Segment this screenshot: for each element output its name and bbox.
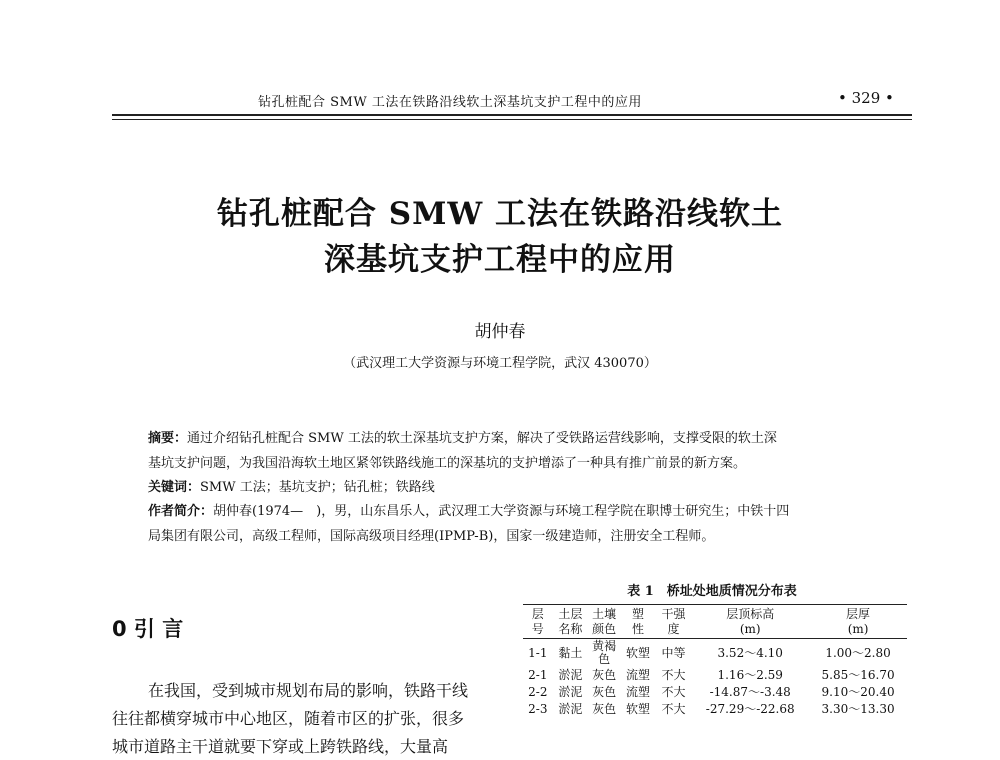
cell: 2-2 <box>528 685 548 699</box>
col-header-plasticity: 塑 性 <box>631 607 644 636</box>
keywords-line <box>148 476 435 495</box>
col-header-soil-color: 土壤 颜色 <box>592 607 617 636</box>
abstract-line-2: 基坑支护问题，为我国沿海软土地区紧邻铁路线施工的深基坑的支护增添了一种具有推广前景的新方案。 <box>148 456 747 471</box>
article-title-line-2: 深基坑支护工程中的应用 <box>324 242 676 278</box>
cell: 黄褐色 <box>592 639 617 666</box>
abstract-text-1: 通过介绍钻孔桩配合 SMW 工法的软土深基坑支护方案，解决了受铁路运营线影响，支撑受限的软土深 <box>187 431 777 446</box>
body-line-3: 城市道路主干道就要下穿或上跨铁路线，大量高 <box>112 737 449 756</box>
cell: 3.30～13.30 <box>821 702 895 716</box>
cell: 不大 <box>661 685 686 699</box>
cell: 淤泥 <box>558 685 583 699</box>
col-header-thickness: 层厚 (m) <box>846 607 871 636</box>
abstract-label: 摘要： <box>148 431 188 446</box>
cell: 淤泥 <box>558 702 583 716</box>
table-row <box>523 639 907 668</box>
cell: 中等 <box>661 645 686 660</box>
article-title-line-1: 钻孔桩配合 SMW 工法在铁路沿线软土 <box>216 196 784 232</box>
cell: 黏土 <box>558 645 583 660</box>
body-line-1: 在我国，受到城市规划布局的影响，铁路干线 <box>148 681 469 700</box>
author-bio-line-1 <box>148 500 789 519</box>
cell: 不大 <box>661 702 686 716</box>
cell: 软塑 <box>625 702 650 716</box>
keywords-label: 关键词： <box>148 480 201 495</box>
table-row <box>523 667 907 684</box>
col-header-dry-strength: 干强 度 <box>661 607 686 636</box>
author-bio-text-1: 胡仲春(1974— )，男，山东昌乐人，武汉理工大学资源与环境工程学院在职博士研究生；中铁十四 <box>213 504 790 519</box>
header-rule-thick <box>112 114 912 116</box>
running-header: 钻孔桩配合 SMW 工法在铁路沿线软土深基坑支护工程中的应用 <box>258 95 642 110</box>
author-bio-line-2: 局集团有限公司，高级工程师，国际高级项目经理(IPMP-B)，国家一级建造师，注册安全工程师。 <box>148 529 715 544</box>
cell: 1.00～2.80 <box>825 645 891 660</box>
cell: 不大 <box>661 668 686 682</box>
col-header-layer-no: 层 号 <box>531 607 544 636</box>
cell: -14.87～-3.48 <box>709 685 791 699</box>
section-heading: 0 引 言 <box>112 617 184 641</box>
table-row <box>523 684 907 701</box>
author-name: 胡仲春 <box>474 322 526 342</box>
author-bio-label: 作者简介： <box>148 504 214 519</box>
cell: 1-1 <box>528 645 548 660</box>
author-affiliation: （武汉理工大学资源与环境工程学院，武汉 430070） <box>343 356 657 371</box>
col-header-soil-name: 土层 名称 <box>558 607 583 636</box>
page-number: • 329 • <box>838 89 894 107</box>
cell: 5.85～16.70 <box>821 668 895 682</box>
cell: 2-3 <box>528 702 548 716</box>
body-line-2: 往往都横穿城市中心地区，随着市区的扩张，很多 <box>112 709 465 728</box>
cell: 淤泥 <box>558 668 583 682</box>
cell: 软塑 <box>625 645 650 660</box>
geology-table <box>523 606 907 718</box>
table-caption: 表 1 桥址处地质情况分布表 <box>627 584 797 599</box>
cell: 流塑 <box>625 668 650 682</box>
cell: 9.10～20.40 <box>821 685 895 699</box>
table-header-row <box>523 606 907 639</box>
table-top-rule <box>523 604 907 605</box>
col-header-top-elevation: 层顶标高 (m) <box>726 607 775 636</box>
abstract-line-1 <box>148 427 777 446</box>
cell: 1.16～2.59 <box>717 668 783 682</box>
cell: 2-1 <box>528 668 548 682</box>
cell: 3.52～4.10 <box>717 645 783 660</box>
cell: 灰色 <box>592 702 617 716</box>
table-row <box>523 701 907 718</box>
cell: -27.29～-22.68 <box>705 702 795 716</box>
cell: 灰色 <box>592 668 617 682</box>
keywords-text: SMW 工法；基坑支护；钻孔桩；铁路线 <box>200 480 435 495</box>
header-rule-thin <box>112 119 912 120</box>
cell: 灰色 <box>592 685 617 699</box>
cell: 流塑 <box>625 685 650 699</box>
